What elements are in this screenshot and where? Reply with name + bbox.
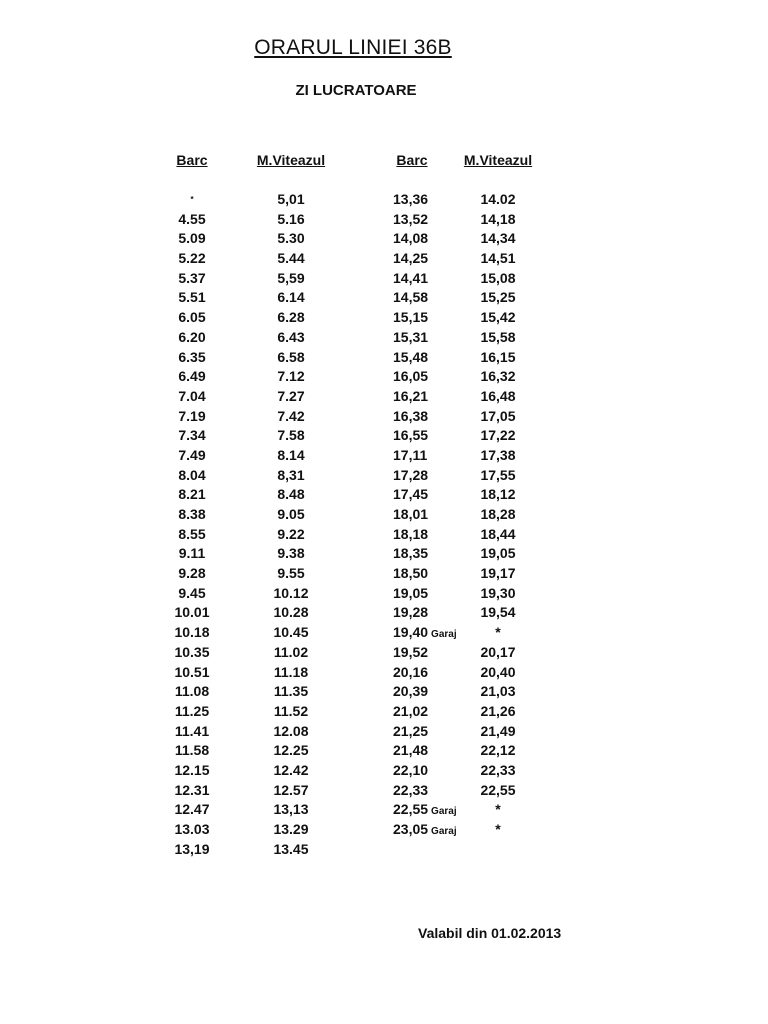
time-cell-mviteazul-1: 10.12 bbox=[273, 584, 309, 601]
time-cell-barc-1: 13,19 bbox=[174, 840, 210, 857]
time-value: 17,45 bbox=[393, 486, 429, 503]
time-cell-barc-1: 7.04 bbox=[178, 387, 206, 404]
time-cell-barc-1: 7.49 bbox=[178, 446, 206, 463]
time-cell-barc-2 bbox=[385, 525, 475, 545]
page-subtitle: ZI LUCRATOARE bbox=[295, 82, 417, 99]
time-value: 18,35 bbox=[393, 545, 429, 562]
time-cell-barc-1: 8.38 bbox=[178, 506, 206, 522]
time-cell-barc-2 bbox=[385, 643, 475, 663]
time-cell-barc-2 bbox=[385, 367, 475, 387]
time-cell-barc-2 bbox=[385, 800, 475, 820]
time-cell-barc-2 bbox=[385, 544, 475, 564]
time-cell-mviteazul-1: 6.43 bbox=[277, 328, 305, 345]
time-value: 22,33 bbox=[393, 781, 429, 798]
time-cell-barc-2 bbox=[385, 288, 475, 308]
time-cell-mviteazul-1: 10.45 bbox=[273, 624, 309, 641]
time-cell-barc-1: 9.11 bbox=[178, 545, 206, 562]
time-value: 14,58 bbox=[393, 289, 429, 306]
time-cell-mviteazul-2: 15,25 bbox=[480, 289, 516, 306]
time-cell-barc-2 bbox=[385, 702, 475, 722]
time-cell-mviteazul-1: 5.30 bbox=[277, 230, 305, 247]
time-cell-mviteazul-1: 5.16 bbox=[277, 210, 305, 227]
time-cell-mviteazul-2: * bbox=[495, 624, 501, 641]
time-cell-barc-1: 6.49 bbox=[178, 368, 206, 385]
time-value: 21,25 bbox=[393, 722, 429, 739]
time-value: 15,48 bbox=[393, 348, 429, 365]
time-value: 14,08 bbox=[393, 230, 429, 247]
time-cell-barc-1: 10.35 bbox=[174, 643, 210, 660]
time-cell-mviteazul-2: 17,55 bbox=[480, 466, 516, 483]
time-cell-barc-2 bbox=[385, 407, 475, 427]
time-cell-barc-2 bbox=[385, 426, 475, 446]
header-barc-2: Barc bbox=[396, 152, 428, 168]
time-cell-barc-2 bbox=[385, 249, 475, 269]
time-cell-barc-1: 6.05 bbox=[178, 309, 206, 326]
time-cell-barc-2 bbox=[385, 584, 475, 604]
time-value: 22,55 bbox=[393, 801, 429, 818]
time-cell-barc-2 bbox=[385, 505, 475, 525]
column-mviteazul-1 bbox=[258, 190, 324, 859]
time-cell-barc-1: 12.15 bbox=[174, 761, 210, 778]
time-cell-barc-1: 9.45 bbox=[178, 584, 206, 601]
time-value: 14,41 bbox=[393, 269, 429, 286]
time-cell-barc-1: 5.22 bbox=[178, 250, 206, 267]
time-cell-mviteazul-1: 10.28 bbox=[273, 604, 309, 621]
time-cell-mviteazul-1: 11.35 bbox=[273, 683, 309, 700]
time-cell-barc-1: 7.34 bbox=[178, 427, 206, 444]
time-cell-barc-1: 8.04 bbox=[178, 466, 206, 483]
time-value: 17,11 bbox=[393, 446, 428, 463]
time-cell-barc-1: 11.58 bbox=[174, 742, 210, 759]
time-cell-mviteazul-1: 8.14 bbox=[277, 446, 305, 463]
time-cell-barc-2 bbox=[385, 761, 475, 781]
time-cell-barc-2 bbox=[385, 623, 475, 643]
time-cell-mviteazul-2: 15,08 bbox=[480, 269, 516, 286]
page-title: ORARUL LINIEI 36B bbox=[254, 36, 452, 59]
time-value: 16,55 bbox=[393, 427, 429, 444]
header-mviteazul-2: M.Viteazul bbox=[463, 152, 533, 168]
time-cell-barc-1: 11.41 bbox=[174, 722, 210, 739]
time-value: 18,01 bbox=[393, 506, 429, 522]
time-cell-mviteazul-1: 11.02 bbox=[273, 643, 309, 660]
time-cell-barc-1: 10.51 bbox=[174, 663, 210, 680]
time-cell-mviteazul-2: * bbox=[495, 801, 501, 818]
time-cell-barc-2 bbox=[385, 190, 475, 210]
time-cell-mviteazul-1: 9.38 bbox=[277, 545, 305, 562]
time-cell-mviteazul-1: 5,59 bbox=[277, 269, 305, 286]
time-cell-mviteazul-1: 5.44 bbox=[277, 250, 305, 267]
time-cell-mviteazul-1: 13.45 bbox=[273, 840, 309, 857]
time-value: 23,05 bbox=[393, 821, 429, 837]
time-value: 21,48 bbox=[393, 742, 429, 759]
time-cell-barc-1: 5.51 bbox=[178, 289, 206, 306]
time-cell-mviteazul-1: 13.29 bbox=[273, 821, 309, 837]
time-cell-mviteazul-2: 19,17 bbox=[480, 565, 516, 582]
garage-note: Garaj bbox=[431, 826, 457, 837]
time-value: 19,40 bbox=[393, 624, 429, 641]
time-cell-barc-2 bbox=[385, 820, 475, 840]
time-cell-mviteazul-2: 14.02 bbox=[480, 191, 516, 207]
time-cell-mviteazul-2: 16,15 bbox=[480, 348, 516, 365]
time-value: 16,21 bbox=[393, 387, 429, 404]
time-cell-mviteazul-2: 16,32 bbox=[480, 368, 516, 385]
time-value: 13,52 bbox=[393, 210, 429, 227]
time-cell-mviteazul-2: 21,03 bbox=[480, 683, 516, 700]
time-value: 13,36 bbox=[393, 191, 429, 207]
time-cell-mviteazul-1: 8,31 bbox=[277, 466, 305, 483]
time-cell-barc-1: 6.20 bbox=[178, 328, 206, 345]
time-cell-barc-1: 11.25 bbox=[174, 702, 210, 719]
header-barc-1: Barc bbox=[176, 152, 208, 168]
time-cell-barc-1: * bbox=[190, 195, 194, 204]
time-value: 15,31 bbox=[393, 328, 429, 345]
time-cell-barc-1: 13.03 bbox=[174, 821, 210, 837]
time-value: 16,38 bbox=[393, 407, 429, 424]
time-cell-mviteazul-1: 7.27 bbox=[277, 387, 305, 404]
time-cell-barc-2 bbox=[385, 328, 475, 348]
time-cell-mviteazul-1: 12.25 bbox=[273, 742, 309, 759]
time-cell-barc-2 bbox=[385, 603, 475, 623]
column-mviteazul-2 bbox=[468, 190, 528, 840]
time-cell-barc-1: 4.55 bbox=[178, 210, 206, 227]
time-cell-barc-2 bbox=[385, 485, 475, 505]
time-cell-barc-2 bbox=[385, 564, 475, 584]
time-cell-barc-1: 11.08 bbox=[174, 683, 210, 700]
time-cell-mviteazul-1: 9.55 bbox=[277, 565, 305, 582]
time-cell-mviteazul-2: * bbox=[495, 821, 501, 837]
time-cell-barc-2 bbox=[385, 446, 475, 466]
time-cell-mviteazul-1: 7.12 bbox=[277, 368, 305, 385]
time-cell-barc-2 bbox=[385, 308, 475, 328]
time-value: 20,16 bbox=[393, 663, 429, 680]
time-cell-mviteazul-1: 6.14 bbox=[277, 289, 305, 306]
time-cell-mviteazul-1: 7.42 bbox=[277, 407, 305, 424]
time-value: 19,28 bbox=[393, 604, 429, 621]
time-cell-mviteazul-1: 7.58 bbox=[277, 427, 305, 444]
time-cell-mviteazul-2: 22,33 bbox=[480, 761, 516, 778]
time-cell-barc-1: 8.21 bbox=[178, 486, 206, 503]
time-cell-mviteazul-2: 16,48 bbox=[480, 387, 516, 404]
time-cell-mviteazul-2: 14,18 bbox=[480, 210, 516, 227]
time-cell-barc-2 bbox=[385, 682, 475, 702]
time-cell-mviteazul-2: 17,05 bbox=[480, 407, 516, 424]
time-cell-mviteazul-1: 6.28 bbox=[277, 309, 305, 326]
time-cell-barc-2 bbox=[385, 466, 475, 486]
time-cell-barc-1: 10.01 bbox=[174, 604, 210, 621]
time-cell-barc-1: 6.35 bbox=[178, 348, 206, 365]
time-cell-mviteazul-1: 12.57 bbox=[273, 781, 309, 798]
time-cell-mviteazul-2: 17,38 bbox=[480, 446, 516, 463]
time-cell-mviteazul-2: 18,44 bbox=[480, 525, 516, 542]
time-cell-barc-2 bbox=[385, 229, 475, 249]
time-cell-barc-1: 12.31 bbox=[174, 781, 210, 798]
time-cell-barc-1: 10.18 bbox=[174, 624, 210, 641]
time-value: 19,52 bbox=[393, 643, 429, 660]
time-cell-barc-1: 7.19 bbox=[178, 407, 206, 424]
time-value: 18,18 bbox=[393, 525, 429, 542]
time-cell-mviteazul-1: 9.22 bbox=[277, 525, 305, 542]
garage-note: Garaj bbox=[431, 806, 457, 818]
time-cell-mviteazul-1: 11.18 bbox=[273, 663, 309, 680]
time-cell-mviteazul-2: 19,30 bbox=[480, 584, 516, 601]
time-cell-mviteazul-2: 14,51 bbox=[480, 250, 516, 267]
time-cell-mviteazul-2: 20,40 bbox=[480, 663, 516, 680]
time-cell-mviteazul-1: 13,13 bbox=[273, 801, 309, 818]
time-cell-mviteazul-1: 5,01 bbox=[277, 191, 305, 207]
time-value: 14,25 bbox=[393, 250, 429, 267]
time-cell-mviteazul-2: 21,49 bbox=[480, 722, 516, 739]
time-cell-barc-1: 9.28 bbox=[178, 565, 206, 582]
time-cell-barc-2 bbox=[385, 741, 475, 761]
time-cell-barc-2 bbox=[385, 348, 475, 368]
time-cell-mviteazul-2: 15,42 bbox=[480, 309, 516, 326]
column-barc-1 bbox=[160, 190, 224, 859]
time-value: 22,10 bbox=[393, 761, 429, 778]
time-cell-mviteazul-2: 17,22 bbox=[480, 427, 516, 444]
time-value: 21,02 bbox=[393, 702, 429, 719]
time-cell-mviteazul-2: 19,05 bbox=[480, 545, 516, 562]
time-value: 20,39 bbox=[393, 683, 429, 700]
validity-note: Valabil din 01.02.2013 bbox=[418, 925, 562, 941]
column-barc-2 bbox=[385, 190, 475, 840]
time-cell-barc-2 bbox=[385, 387, 475, 407]
time-cell-barc-2 bbox=[385, 269, 475, 289]
time-value: 17,28 bbox=[393, 466, 429, 483]
garage-note: Garaj bbox=[431, 629, 457, 641]
time-cell-mviteazul-2: 20,17 bbox=[480, 643, 516, 660]
header-mviteazul-1: M.Viteazul bbox=[256, 152, 326, 168]
time-cell-mviteazul-2: 14,34 bbox=[480, 230, 516, 247]
time-cell-barc-1: 8.55 bbox=[178, 525, 206, 542]
time-value: 15,15 bbox=[393, 309, 429, 326]
time-cell-mviteazul-2: 22,55 bbox=[480, 781, 516, 798]
time-cell-mviteazul-2: 22,12 bbox=[480, 742, 516, 759]
time-cell-mviteazul-2: 21,26 bbox=[480, 702, 516, 719]
time-cell-barc-1: 5.37 bbox=[178, 269, 206, 286]
time-cell-mviteazul-1: 11.52 bbox=[273, 702, 309, 719]
time-cell-barc-2 bbox=[385, 210, 475, 230]
time-value: 16,05 bbox=[393, 368, 429, 385]
time-cell-barc-2 bbox=[385, 781, 475, 801]
time-cell-mviteazul-2: 18,12 bbox=[480, 486, 516, 503]
time-cell-mviteazul-1: 6.58 bbox=[277, 348, 305, 365]
time-cell-mviteazul-1: 12.08 bbox=[273, 722, 309, 739]
time-value: 18,50 bbox=[393, 565, 429, 582]
time-value: 19,05 bbox=[393, 584, 429, 601]
time-cell-barc-2 bbox=[385, 722, 475, 742]
time-cell-barc-1: 12.47 bbox=[174, 801, 210, 818]
time-cell-barc-2 bbox=[385, 663, 475, 683]
time-cell-mviteazul-1: 9.05 bbox=[277, 506, 305, 522]
time-cell-mviteazul-1: 12.42 bbox=[273, 761, 309, 778]
time-cell-mviteazul-2: 19,54 bbox=[480, 604, 516, 621]
time-cell-barc-1: 5.09 bbox=[178, 230, 206, 247]
time-cell-mviteazul-2: 18,28 bbox=[480, 506, 516, 522]
time-cell-mviteazul-1: 8.48 bbox=[277, 486, 305, 503]
time-cell-mviteazul-2: 15,58 bbox=[480, 328, 516, 345]
